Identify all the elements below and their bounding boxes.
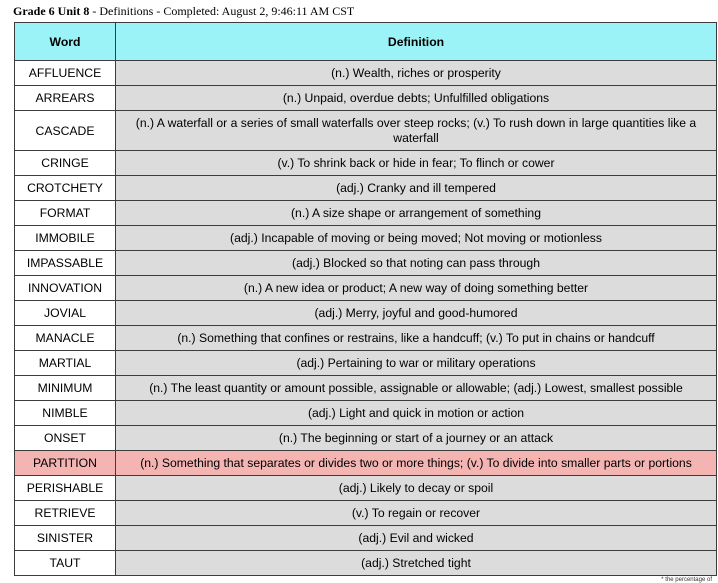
word-cell: INNOVATION [15, 276, 116, 301]
table-row [15, 276, 717, 301]
table-row [15, 86, 717, 111]
table-row [15, 326, 717, 351]
definition-cell: (adj.) Merry, joyful and good-humored [116, 301, 717, 326]
definition-cell: (adj.) Pertaining to war or military operations [116, 351, 717, 376]
table-row [15, 226, 717, 251]
definition-cell: (adj.) Blocked so that noting can pass through [116, 251, 717, 276]
word-cell: NIMBLE [15, 401, 116, 426]
table-row [15, 501, 717, 526]
definition-cell: (adj.) Cranky and ill tempered [116, 176, 717, 201]
table-row [15, 376, 717, 401]
column-header-word: Word [15, 23, 116, 61]
word-cell: SINISTER [15, 526, 116, 551]
word-cell: PERISHABLE [15, 476, 116, 501]
word-cell: TAUT [15, 551, 116, 576]
definition-cell: (n.) The beginning or start of a journey or an attack [116, 426, 717, 451]
table-row [15, 401, 717, 426]
word-cell: JOVIAL [15, 301, 116, 326]
word-cell: ARREARS [15, 86, 116, 111]
table-row [15, 426, 717, 451]
table-row [15, 551, 717, 576]
word-cell: MANACLE [15, 326, 116, 351]
definition-cell: (n.) Something that confines or restrains, like a handcuff; (v.) To put in chains or handcuff [116, 326, 717, 351]
table-row-highlighted [15, 451, 717, 476]
word-cell: CRINGE [15, 151, 116, 176]
definition-cell: (n.) The least quantity or amount possible, assignable or allowable; (adj.) Lowest, smallest possible [116, 376, 717, 401]
word-cell: RETRIEVE [15, 501, 116, 526]
definition-cell: (v.) To regain or recover [116, 501, 717, 526]
word-cell: PARTITION [15, 451, 116, 476]
table-row [15, 251, 717, 276]
word-cell: IMPASSABLE [15, 251, 116, 276]
definition-cell: (v.) To shrink back or hide in fear; To flinch or cower [116, 151, 717, 176]
table-row [15, 526, 717, 551]
word-cell: FORMAT [15, 201, 116, 226]
footnote: * the percentage of [661, 577, 712, 583]
word-cell: CASCADE [15, 111, 116, 151]
definition-cell: (adj.) Incapable of moving or being moved; Not moving or motionless [116, 226, 717, 251]
word-cell: MINIMUM [15, 376, 116, 401]
definition-cell: (adj.) Likely to decay or spoil [116, 476, 717, 501]
table-row [15, 301, 717, 326]
definition-cell: (n.) A new idea or product; A new way of doing something better [116, 276, 717, 301]
page-subtitle: - Definitions - Completed: August 2, 9:46:11 AM CST [89, 4, 355, 18]
table-row [15, 201, 717, 226]
table-row [15, 151, 717, 176]
definition-cell: (n.) Unpaid, overdue debts; Unfulfilled obligations [116, 86, 717, 111]
page-title: Grade 6 Unit 8 [13, 4, 90, 18]
definition-cell: (n.) A size shape or arrangement of something [116, 201, 717, 226]
word-cell: MARTIAL [15, 351, 116, 376]
word-cell: ONSET [15, 426, 116, 451]
definitions-table [14, 22, 717, 576]
word-cell: AFFLUENCE [15, 61, 116, 86]
definition-cell: (n.) Something that separates or divides two or more things; (v.) To divide into smaller parts or portions [116, 451, 717, 476]
definition-cell: (n.) Wealth, riches or prosperity [116, 61, 717, 86]
column-header-definition: Definition [116, 23, 717, 61]
table-header-row [15, 23, 717, 61]
word-cell: IMMOBILE [15, 226, 116, 251]
table-row [15, 351, 717, 376]
definition-cell: (adj.) Evil and wicked [116, 526, 717, 551]
definition-cell: (adj.) Stretched tight [116, 551, 717, 576]
table-row [15, 176, 717, 201]
table-row [15, 111, 717, 151]
table-row [15, 61, 717, 86]
definition-cell: (n.) A waterfall or a series of small waterfalls over steep rocks; (v.) To rush down in large quantities like a waterfall [116, 111, 717, 151]
table-row [15, 476, 717, 501]
page-header [13, 4, 354, 19]
definition-cell: (adj.) Light and quick in motion or action [116, 401, 717, 426]
word-cell: CROTCHETY [15, 176, 116, 201]
